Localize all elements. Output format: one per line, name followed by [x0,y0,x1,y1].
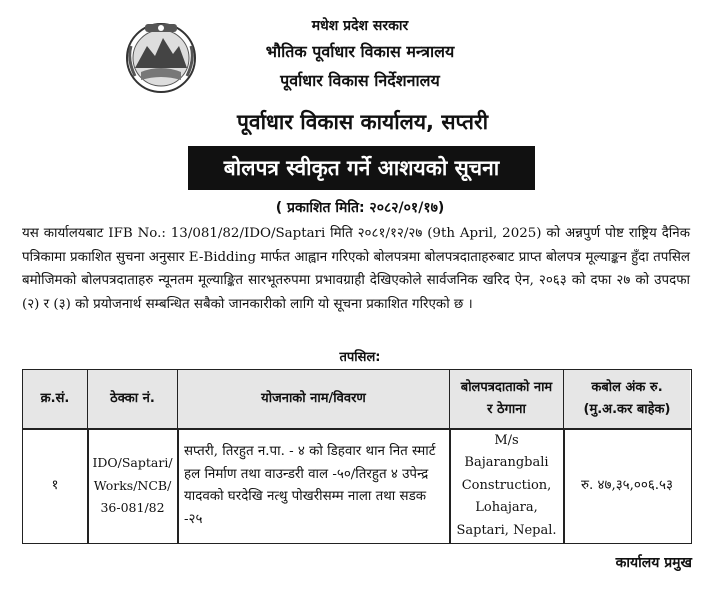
directorate-name: पूर्वाधार विकास निर्देशनालय [280,71,440,90]
notice-title: बोलपत्र स्वीकृत गर्ने आशयको सूचना [188,146,535,190]
publication-date: ( प्रकाशित मिति: २०८२/०१/१७) [275,200,445,216]
header-project: योजनाको नाम/विवरण [178,370,449,428]
office-name: पूर्वाधार विकास कार्यालय, सप्तरी [236,110,489,134]
government-name: मधेश प्रदेश सरकार [311,18,409,34]
row-bidder: M/s Bajarangbali Construction, Lohajara, Saptari, Nepal. [456,432,557,538]
nepal-emblem-icon [121,16,201,96]
details-label: तपसिल: [339,350,381,365]
header-bidder: बोलपत्रदाताको नाम र ठेगाना [450,370,563,428]
notice-body: यस कार्यालयबाट IFB No.: 13/081/82/IDO/Saptari मिति २०८१/१२/२७ (9th April, 2025) को अन्नपुर्ण पोष्ट राष्ट्रिय दैनिक पत्रिकामा प्रकाशित सुचना अनुसार E-Bidding मार्फत आह्वान गरिएको बोलपत्रमा बोलपत्रदाताहरुबाट प्राप्त बोलपत्र मूल्याङ्कन हुँदा तपसिल बमोजिमको बोलपत्रदाताहरु न्यूनतम मूल्याङ्कित सारभूतरुपमा प्रभावग्राही देखिएकोले सार्वजनिक खरिद ऐन, २०६३ को दफा २७ को उपदफा (२) र (३) को प्रयोजनार्थ सम्बन्धित सबैको जानकारीको लागि यो सूचना प्रकाशित गरिएको छ । [22,226,690,312]
row-amount: रु. ४७,३५,००६.५३ [581,477,673,493]
ministry-name: भौतिक पूर्वाधार विकास मन्त्रालय [265,42,455,61]
header-contract: ठेक्का नं. [88,370,177,428]
signature-label: कार्यालय प्रमुख [615,555,692,571]
award-table [22,369,692,544]
row-project: सप्तरी, तिरहुत न.पा. - ४ को डिहवार थान नित स्मार्ट हल निर्माण तथा वाउन्डरी वाल -५०/तिरहुत ४ उपेन्द्र यादवको घरदेखि नत्थु पोखरीसम्म नाला तथा सडक -२५ [184,444,436,527]
row-sn: १ [51,477,59,493]
row-contract: IDO/Saptari/ Works/NCB/ 36-081/82 [92,455,173,516]
header-amount: कबोल अंक रु. (मु.अ.कर बाहेक) [564,370,690,428]
header-sn: क्र.सं. [23,370,87,428]
